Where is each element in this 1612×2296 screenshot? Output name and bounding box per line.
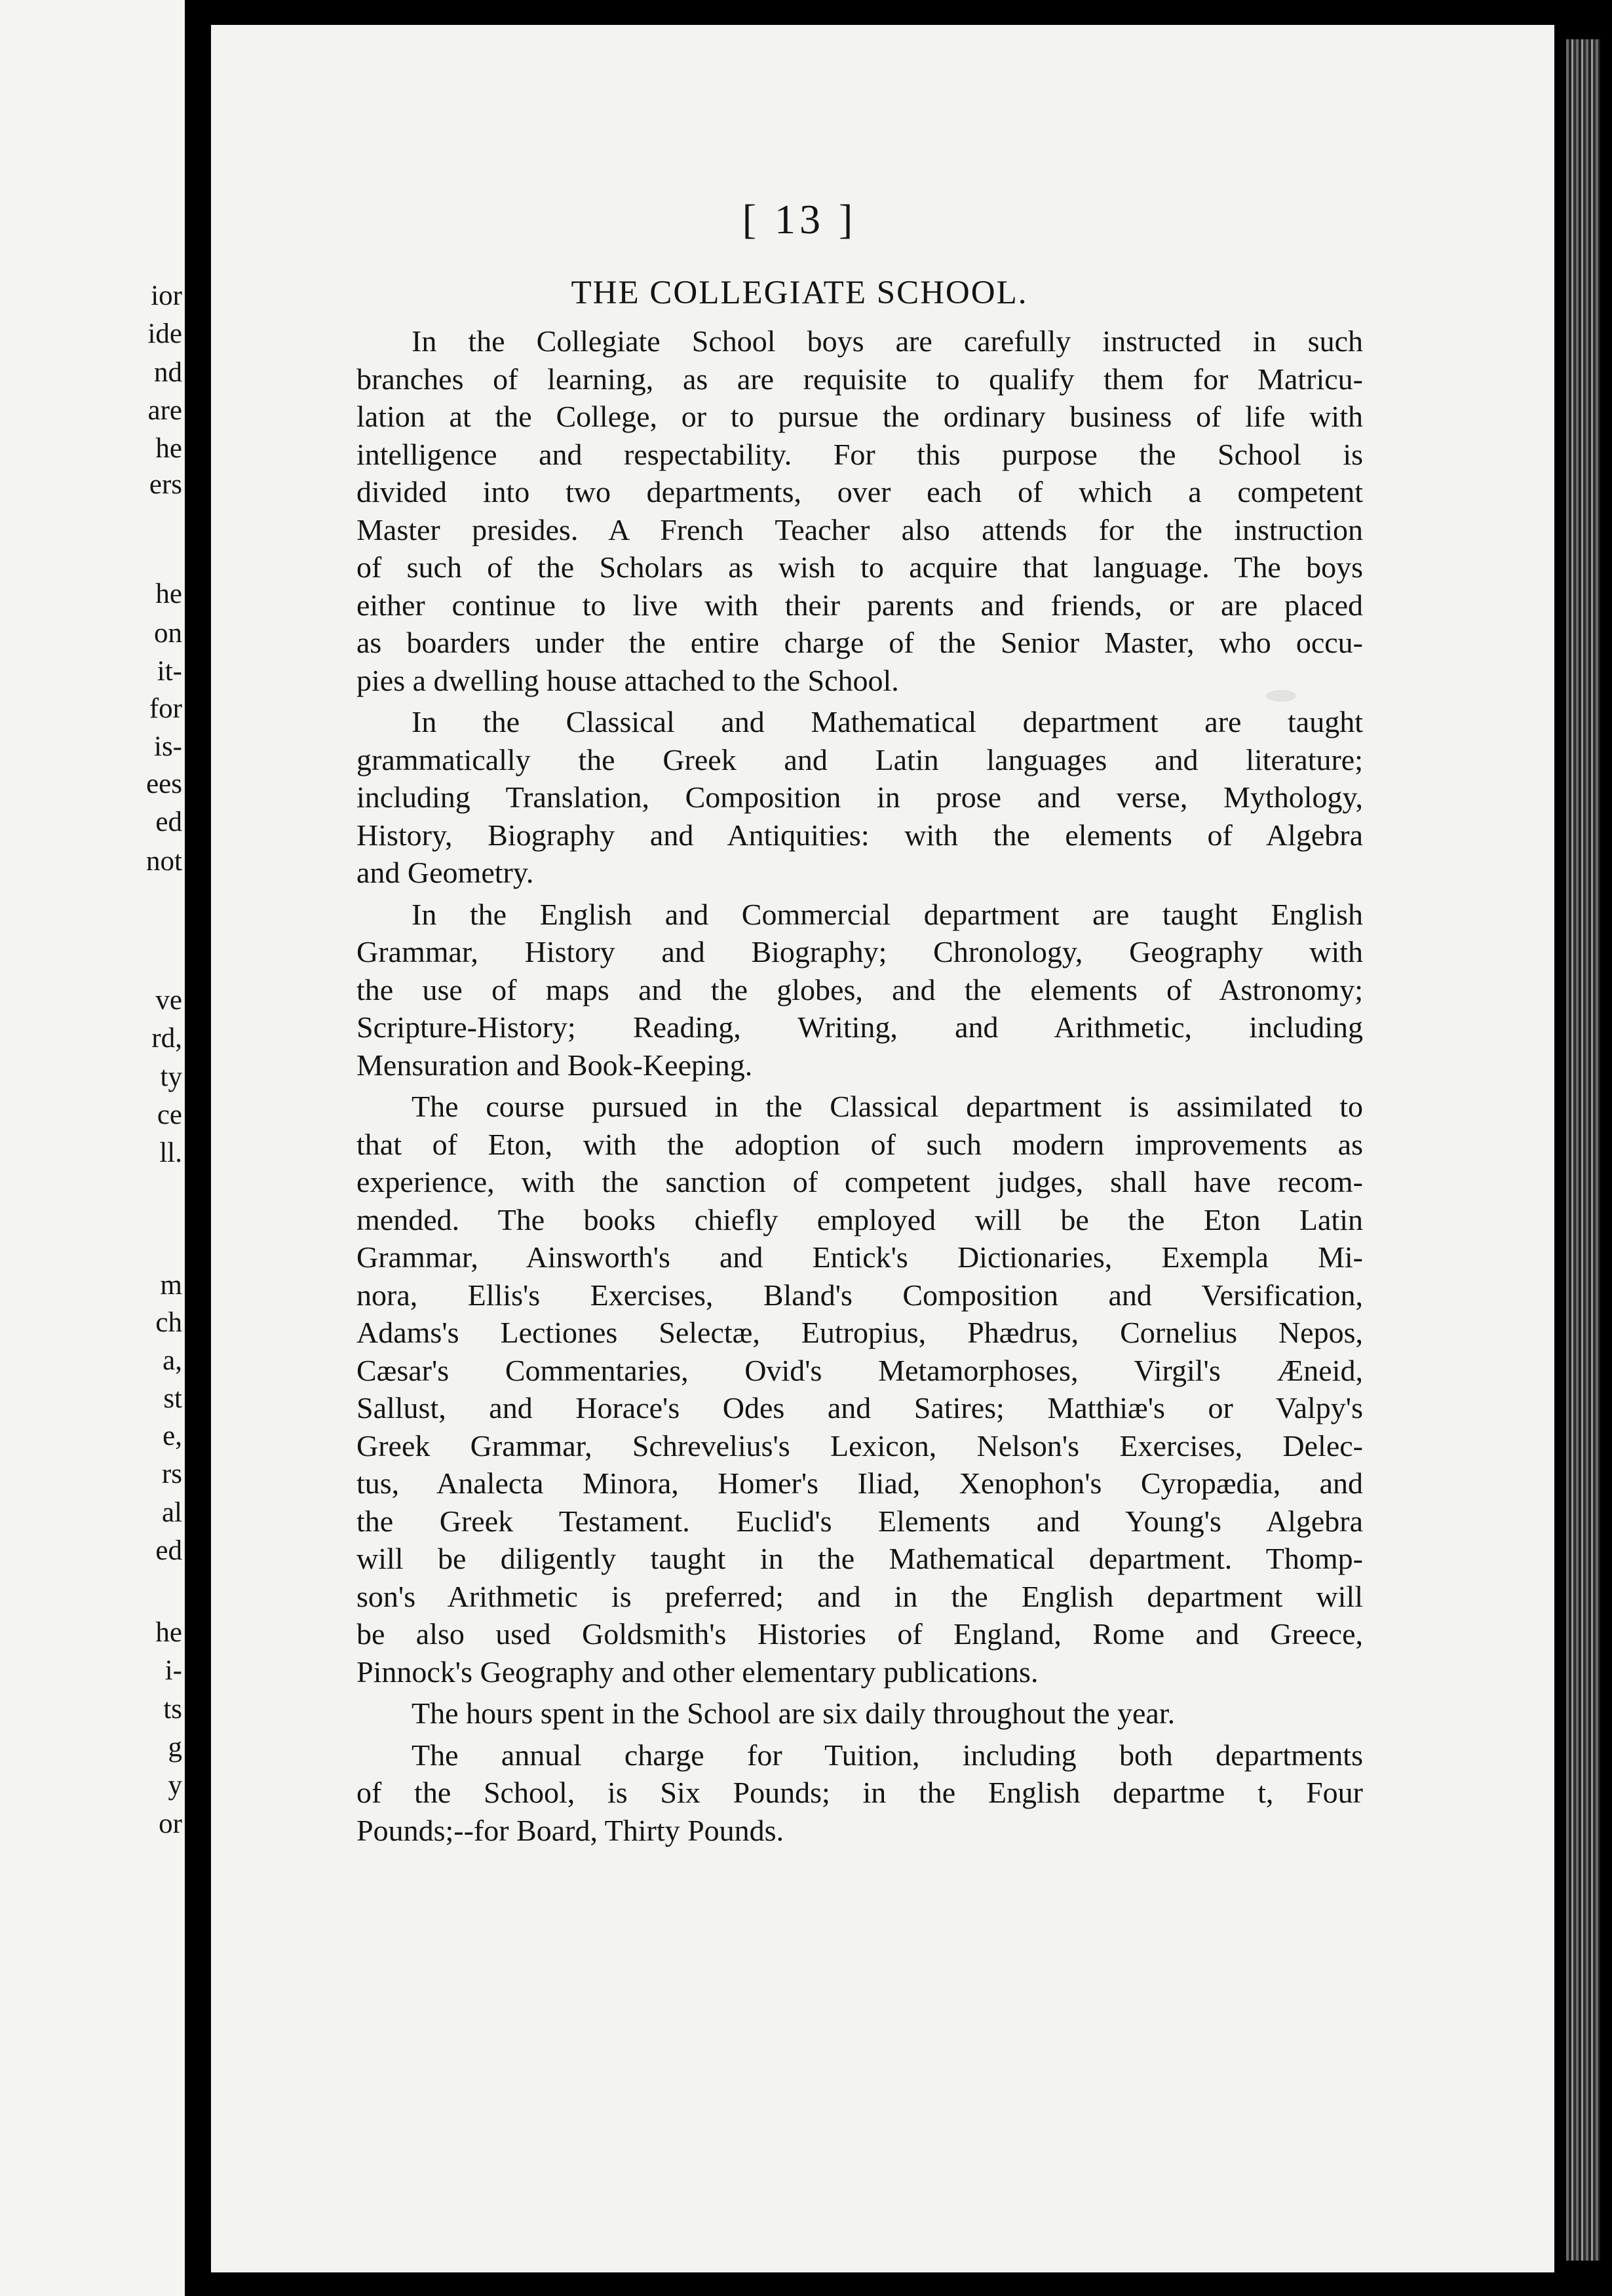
adjacent-page-text: ts bbox=[163, 1694, 182, 1725]
text-line: grammatically the Greek and Latin languages and literature; bbox=[356, 742, 1363, 776]
text-line: Pinnock's Geography and other elementary publications. bbox=[356, 1655, 1039, 1689]
text-line: as boarders under the entire charge of the Senior Master, who occu- bbox=[356, 626, 1363, 659]
adjacent-page-text: rd, bbox=[151, 1023, 182, 1054]
text-line: The annual charge for Tuition, including both departments bbox=[412, 1738, 1363, 1772]
adjacent-page-text: ide bbox=[147, 318, 182, 349]
adjacent-page-text: a, bbox=[163, 1345, 182, 1376]
adjacent-page-text: are bbox=[147, 395, 182, 426]
adjacent-page-text: ll. bbox=[159, 1138, 182, 1168]
body-text bbox=[356, 322, 1363, 1853]
adjacent-page-text: ed bbox=[155, 1535, 182, 1566]
adjacent-page-text: i- bbox=[164, 1655, 182, 1686]
adjacent-page-text: ce bbox=[157, 1100, 182, 1130]
text-line: Cæsar's Commentaries, Ovid's Metamorphoses, Virgil's Æneid, bbox=[356, 1353, 1363, 1387]
adjacent-page-text: it- bbox=[157, 656, 182, 687]
paragraph bbox=[356, 322, 1363, 699]
adjacent-page-text: nd bbox=[154, 357, 182, 388]
text-line: In the English and Commercial department are taught English bbox=[412, 897, 1363, 931]
text-line: either continue to live with their parents and friends, or are placed bbox=[356, 588, 1363, 622]
adjacent-page-text: he bbox=[155, 579, 182, 609]
adjacent-page-text: ior bbox=[151, 280, 182, 311]
adjacent-page-text: g bbox=[168, 1732, 182, 1763]
adjacent-page-text: on bbox=[154, 618, 182, 649]
text-line: lation at the College, or to pursue the ordinary business of life with bbox=[356, 400, 1363, 433]
adjacent-page-text: st bbox=[163, 1383, 182, 1414]
adjacent-page-text: m bbox=[160, 1270, 182, 1301]
text-line: will be diligently taught in the Mathematical department. Thomp- bbox=[356, 1542, 1363, 1575]
text-line: Grammar, History and Biography; Chronology, Geography with bbox=[356, 935, 1363, 968]
text-line: Mensuration and Book-Keeping. bbox=[356, 1048, 753, 1082]
adjacent-page-text: rs bbox=[161, 1459, 182, 1489]
adjacent-page-text: al bbox=[161, 1497, 182, 1528]
adjacent-page-text: y bbox=[168, 1770, 182, 1801]
adjacent-page-text: for bbox=[149, 693, 182, 724]
text-line: Master presides. A French Teacher also attends for the instruction bbox=[356, 512, 1363, 546]
text-line: The course pursued in the Classical department is assimilated to bbox=[412, 1090, 1363, 1123]
text-line: experience, with the sanction of competent judges, shall have recom- bbox=[356, 1165, 1363, 1198]
text-line: In the Classical and Mathematical department are taught bbox=[412, 705, 1363, 738]
text-line: Greek Grammar, Schrevelius's Lexicon, Nelson's Exercises, Delec- bbox=[356, 1428, 1363, 1463]
text-line: Sallust, and Horace's Odes and Satires; Matthiæ's or Valpy's bbox=[356, 1391, 1363, 1425]
text-line: of the School, is Six Pounds; in the English departme t, Four bbox=[356, 1776, 1363, 1809]
text-line: Scripture-History; Reading, Writing, and Arithmetic, including bbox=[356, 1010, 1363, 1044]
adjacent-page-text: or bbox=[159, 1808, 182, 1839]
text-line: mended. The books chiefly employed will be the Eton Latin bbox=[356, 1202, 1363, 1236]
adjacent-page-text: ed bbox=[155, 807, 182, 837]
page-title: THE COLLEGIATE SCHOOL. bbox=[571, 275, 1028, 311]
adjacent-page-text: ty bbox=[160, 1062, 182, 1092]
page-edge bbox=[1566, 39, 1600, 2261]
adjacent-page-text: not bbox=[146, 846, 182, 877]
adjacent-page-text: is- bbox=[154, 731, 182, 762]
adjacent-page-text: he bbox=[155, 433, 182, 464]
text-line: Adams's Lectiones Selectæ, Eutropius, Phædrus, Cornelius Nepos, bbox=[356, 1316, 1363, 1349]
text-line: The hours spent in the School are six daily throughout the year. bbox=[412, 1696, 1176, 1730]
page-number: [ 13 ] bbox=[742, 196, 857, 242]
paragraph bbox=[356, 896, 1363, 1084]
text-line: Pounds;--for Board, Thirty Pounds. bbox=[356, 1813, 784, 1847]
text-line: Grammar, Ainsworth's and Entick's Dictionaries, Exempla Mi- bbox=[356, 1240, 1363, 1274]
adjacent-page-text: ees bbox=[146, 769, 182, 799]
paragraph bbox=[356, 1736, 1363, 1850]
text-line: pies a dwelling house attached to the School. bbox=[356, 663, 899, 697]
paragraph bbox=[356, 703, 1363, 892]
text-line: tus, Analecta Minora, Homer's Iliad, Xenophon's Cyropædia, and bbox=[356, 1466, 1363, 1500]
paragraph bbox=[356, 1694, 1363, 1732]
text-line: intelligence and respectability. For this purpose the School is bbox=[356, 437, 1363, 471]
book-gutter bbox=[185, 0, 211, 2296]
text-line: and Geometry. bbox=[356, 856, 534, 889]
text-line: History, Biography and Antiquities: with the elements of Algebra bbox=[356, 818, 1363, 852]
text-line: that of Eton, with the adoption of such modern improvements as bbox=[356, 1127, 1363, 1161]
text-line: In the Collegiate School boys are carefully instructed in such bbox=[412, 324, 1363, 358]
text-line: son's Arithmetic is preferred; and in the English department will bbox=[356, 1579, 1363, 1613]
adjacent-page-text: ers bbox=[149, 469, 182, 500]
text-line: of such of the Scholars as wish to acquire that language. The boys bbox=[356, 550, 1363, 584]
adjacent-page-text: he bbox=[155, 1617, 182, 1648]
text-line: divided into two departments, over each of which a competent bbox=[356, 475, 1363, 508]
paragraph bbox=[356, 1088, 1363, 1691]
text-line: including Translation, Composition in prose and verse, Mythology, bbox=[356, 780, 1363, 814]
text-line: nora, Ellis's Exercises, Bland's Composition and Versification, bbox=[356, 1278, 1363, 1312]
text-line: branches of learning, as are requisite to qualify them for Matricu- bbox=[356, 362, 1363, 396]
text-line: be also used Goldsmith's Histories of England, Rome and Greece, bbox=[356, 1617, 1363, 1651]
adjacent-page-text: ve bbox=[155, 985, 182, 1016]
adjacent-page-fragment bbox=[0, 0, 185, 2296]
adjacent-page-text: ch bbox=[155, 1307, 182, 1338]
adjacent-page-text: e, bbox=[163, 1421, 182, 1451]
text-line: the use of maps and the globes, and the elements of Astronomy; bbox=[356, 972, 1363, 1006]
text-line: the Greek Testament. Euclid's Elements and Young's Algebra bbox=[356, 1504, 1363, 1538]
